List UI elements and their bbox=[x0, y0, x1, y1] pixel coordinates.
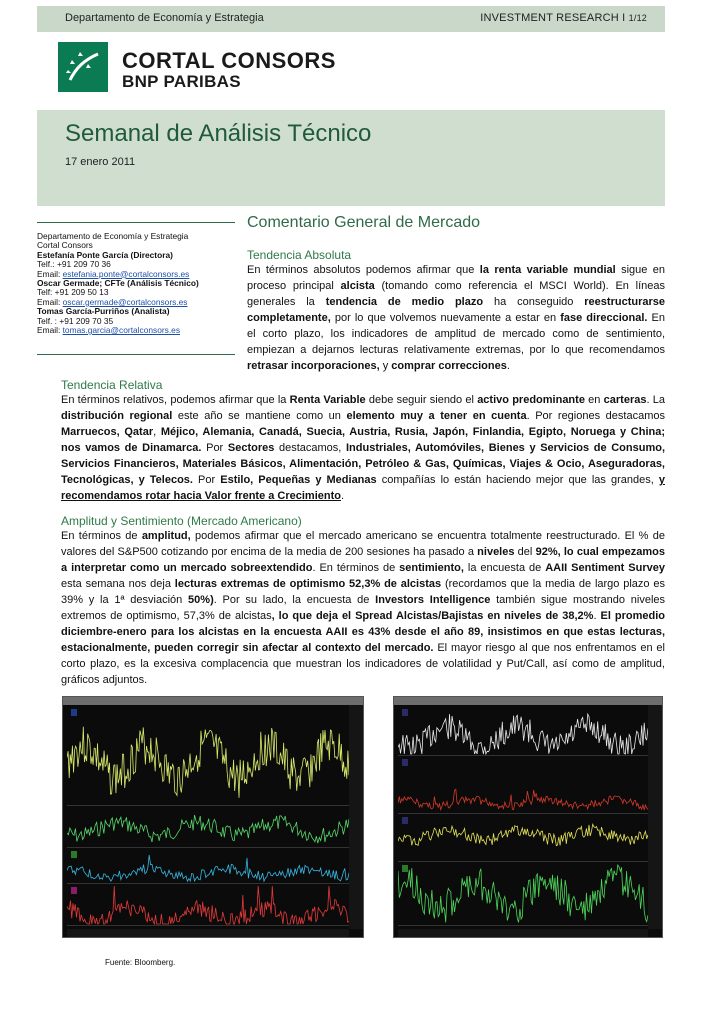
chart-panel bbox=[398, 863, 648, 926]
contact-email-row: Email: oscar.germade@cortalconsors.es bbox=[37, 296, 188, 307]
divider bbox=[37, 354, 235, 355]
price-axis bbox=[648, 705, 662, 929]
page-title: Semanal de Análisis Técnico bbox=[65, 120, 372, 147]
line-series bbox=[398, 815, 648, 861]
line-series bbox=[67, 849, 349, 883]
chart-panel bbox=[398, 815, 648, 862]
line-series bbox=[67, 885, 349, 925]
logo-wordmark: CORTAL CONSORS bbox=[122, 48, 336, 73]
email-link[interactable]: tomas.garcia@cortalconsors.es bbox=[62, 325, 181, 336]
line-series bbox=[398, 707, 648, 755]
chart-panel bbox=[67, 885, 349, 926]
bloomberg-chart-left bbox=[62, 696, 364, 938]
contact-phone: Telf.: +91 209 70 36 bbox=[37, 259, 111, 270]
contact-block bbox=[37, 232, 237, 335]
report-date: 17 enero 2011 bbox=[65, 156, 136, 168]
paragraph-relativa: En términos relativos, podemos afirmar que la Renta Variable debe seguir siendo el activo predominante en carteras. La distribución regional este año se mantiene como un elemento muy a tener en cuenta. Por regiones destacamos Marruecos, Qatar, Méjico, Alemania, Canadá, Suecia, Austria, Rusia, Japón, Finlandia, Egipto, Noruega y China; nos vamos de Dinamarca. Por Sectores destacamos, Industriales, Automóviles, Bienes y Servicios de Consumo, Servicios Financieros, Materiales Básicos, Alimentación, Petróleo & Gas, Químicas, Viajes & Ocio, Aseguradoras, Tecnológicas, y Telecos. Por Estilo, Pequeñas y Medianas compañías lo están haciendo mejor que las grandes, y recomendamos rotar hacia Valor frente a Crecimiento. bbox=[61, 394, 665, 502]
line-series bbox=[398, 757, 648, 813]
series-label bbox=[402, 865, 408, 872]
header-department: Departamento de Economía y Estrategia bbox=[65, 12, 264, 24]
title-band bbox=[37, 110, 665, 206]
bnp-logo-icon bbox=[58, 42, 108, 92]
line-series bbox=[67, 707, 349, 805]
subsection-title: Amplitud y Sentimiento (Mercado Americano) bbox=[61, 514, 302, 528]
header-bar bbox=[37, 6, 665, 32]
bloomberg-chart-right bbox=[393, 696, 663, 938]
contact-phone: Telf: +91 209 50 13 bbox=[37, 287, 109, 298]
chart-toolbar bbox=[63, 697, 363, 705]
time-axis bbox=[398, 929, 648, 937]
contact-company: Cortal Consors bbox=[37, 240, 93, 251]
header-research: INVESTMENT RESEARCH I 1/12 bbox=[480, 12, 647, 24]
series-label bbox=[71, 887, 77, 894]
divider bbox=[37, 222, 235, 223]
chart-panel bbox=[67, 707, 349, 806]
series-label bbox=[402, 817, 408, 824]
contact-name: Oscar Germade; CFTe (Análisis Técnico) bbox=[37, 278, 199, 289]
email-link[interactable]: oscar.germade@cortalconsors.es bbox=[62, 296, 188, 307]
paragraph-absoluta: En términos absolutos podemos afirmar que la renta variable mundial sigue en proceso principal alcista (tomando como referencia el MSCI World). En líneas generales la tendencia de medio plazo ha conseguido reestructurarse completamente, por lo que volvemos nuevamente a estar en fase direccional. En el corto plazo, los indicadores de amplitud de mercado como de sentimiento, empiezan a dejarnos lecturas relativamente extremas, por lo que recomendamos retrasar incorporaciones, y comprar correcciones. bbox=[247, 264, 665, 372]
subsection-title: Tendencia Relativa bbox=[61, 378, 163, 392]
line-series bbox=[67, 807, 349, 847]
page-number: 1/12 bbox=[628, 13, 647, 23]
section-title: Comentario General de Mercado bbox=[247, 214, 481, 231]
subsection-title: Tendencia Absoluta bbox=[247, 248, 352, 262]
price-axis bbox=[349, 705, 363, 929]
series-label bbox=[402, 759, 408, 766]
contact-dept: Departamento de Economía y Estrategia bbox=[37, 231, 189, 241]
chart-panel bbox=[67, 807, 349, 848]
email-link[interactable]: estefania.ponte@cortalconsors.es bbox=[62, 268, 190, 279]
line-series bbox=[398, 863, 648, 925]
source-note: Fuente: Bloomberg. bbox=[105, 958, 176, 967]
contact-name: Estefanía Ponte García (Directora) bbox=[37, 249, 173, 260]
contact-phone: Telf. : +91 209 70 35 bbox=[37, 315, 114, 326]
chart-panel bbox=[398, 707, 648, 756]
chart-panel bbox=[398, 757, 648, 814]
series-label bbox=[71, 851, 77, 858]
time-axis bbox=[67, 929, 349, 937]
series-label bbox=[71, 709, 77, 716]
logo-subwordmark: BNP PARIBAS bbox=[122, 72, 241, 91]
series-label bbox=[402, 709, 408, 716]
chart-toolbar bbox=[394, 697, 662, 705]
contact-name: Tomas García-Purriños (Analista) bbox=[37, 306, 170, 317]
paragraph-amplitud: En términos de amplitud, podemos afirmar que el mercado americano se encuentra totalmente reestructurado. El % de valores del S&P500 cotizando por encima de la media de 200 sesiones ha pasado a niveles del 92%, lo cual empezamos a interpretar como un mercado sobreextendido. En términos de sentimiento, la encuesta de AAII Sentiment Survey esta semana nos deja lecturas extremas de optimismo 52,3% de alcistas (recordamos que la media de largo plazo es 39% y la 1ª desviación 50%). Por su lado, la encuesta de Investors Intelligence también sigue mostrando niveles extremos de optimismo, 57,3% de alcistas, lo que deja el Spread Alcistas/Bajistas en niveles de 38,2%. El promedio diciembre-enero para los alcistas en la encuesta AAII es 43% desde el año 89, insistimos en que estas lecturas, estacionalmente, pueden corregir sin afectar al contexto del mercado. El mayor riesgo al que nos enfrentamos en el corto plazo, es la excesiva complacencia que muestran los indicadores de volatilidad y Put/Call, así como de amplitud, gráficos adjuntos. bbox=[61, 530, 666, 686]
contact-email-row: Email: estefania.ponte@cortalconsors.es bbox=[37, 268, 190, 279]
contact-email-row: Email: tomas.garcia@cortalconsors.es bbox=[37, 325, 181, 336]
chart-panel bbox=[67, 849, 349, 884]
